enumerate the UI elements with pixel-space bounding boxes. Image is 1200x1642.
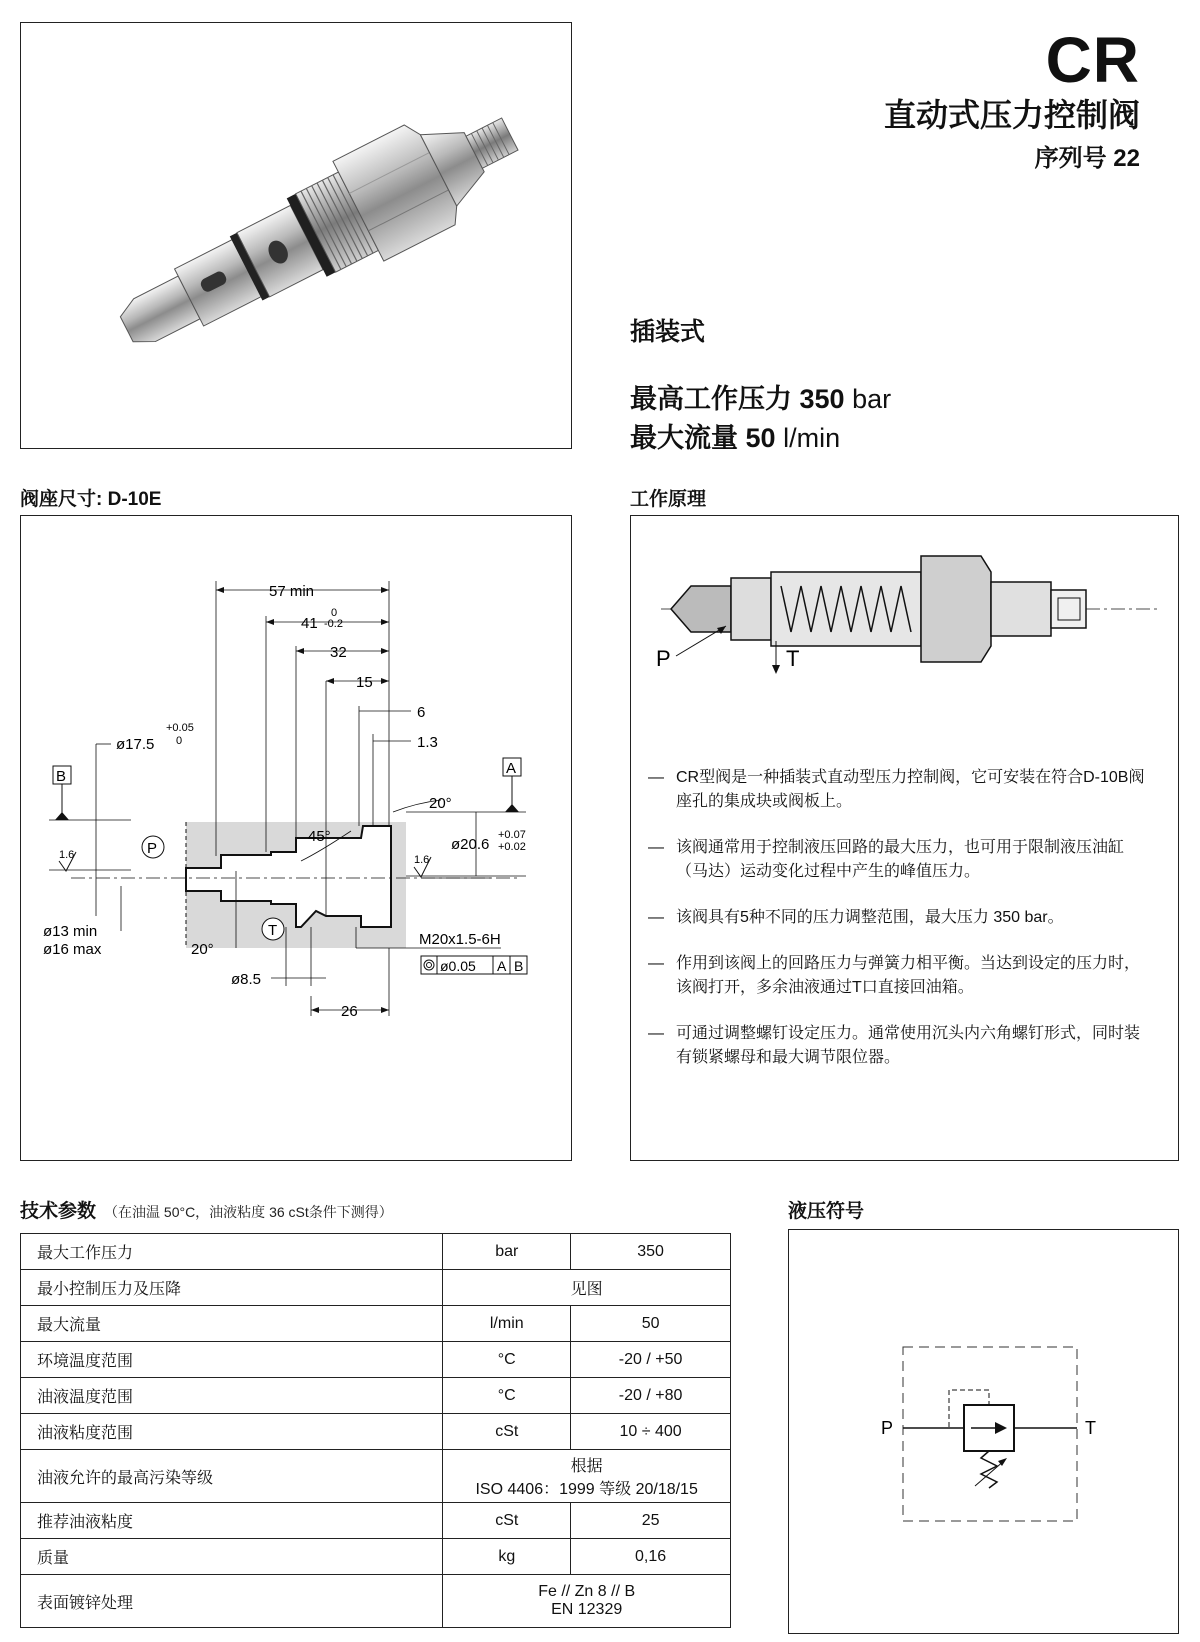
- principle-title: 工作原理: [630, 489, 707, 510]
- principle-bullet: — 该阀通常用于控制液压回路的最大压力，也可用于限制液压油缸（马达）运动变化过程中产生的峰值压力。: [648, 836, 1148, 884]
- spec-value: 50: [571, 1306, 731, 1342]
- thread-spec: M20x1.5-6H: [419, 931, 501, 948]
- spec-name: 最大流量: [21, 1306, 443, 1342]
- max-pressure-unit: bar: [852, 384, 892, 414]
- roughness-1: 1.6: [59, 849, 75, 861]
- port-p-symbol: P: [881, 1418, 894, 1438]
- product-photo: [21, 23, 570, 447]
- dim-dia-16: ø16 max: [43, 941, 102, 958]
- spec-name: 最大工作压力: [21, 1234, 443, 1270]
- specs-subtitle: （在油温 50°C，油液粘度 36 cSt条件下测得）: [104, 1204, 393, 1220]
- spec-name: 油液温度范围: [21, 1378, 443, 1414]
- dim-41: 41: [301, 615, 318, 632]
- table-row: [21, 1575, 731, 1628]
- table-row: [21, 1378, 731, 1414]
- max-pressure-line: [630, 377, 891, 416]
- dim-dia-20-6-lower: +0.02: [498, 841, 526, 853]
- port-p-cavity: P: [147, 840, 158, 857]
- spec-value: [443, 1575, 731, 1628]
- spec-value: 350: [571, 1234, 731, 1270]
- spec-value: -20 / +50: [571, 1342, 731, 1378]
- dim-dia-17-5-upper: +0.05: [166, 722, 194, 734]
- product-title: 直动式压力控制阀: [883, 97, 1140, 133]
- cavity-drawing: [21, 516, 570, 1159]
- spec-name: 油液允许的最高污染等级: [21, 1450, 443, 1503]
- symbol-frame: [788, 1229, 1179, 1634]
- spec-name: 最小控制压力及压降: [21, 1270, 443, 1306]
- table-row: [21, 1414, 731, 1450]
- dim-6: 6: [417, 704, 426, 721]
- spec-value: 25: [571, 1503, 731, 1539]
- dim-dia-13: ø13 min: [43, 923, 98, 940]
- series-value: 22: [1113, 145, 1140, 172]
- dim-41-upper: 0: [331, 607, 338, 619]
- principle-bullet: — CR型阀是一种插装式直动型压力控制阀，它可安装在符合D-10B阀座孔的集成块或阀板上。: [648, 766, 1148, 814]
- port-t-section: T: [786, 646, 800, 671]
- spec-unit: °C: [443, 1342, 571, 1378]
- max-flow-label: 最大流量: [630, 423, 738, 453]
- dim-dia-17-5-lower: 0: [176, 735, 183, 747]
- specs-title: 技术参数: [20, 1201, 97, 1222]
- spec-unit: kg: [443, 1539, 571, 1575]
- principle-bullet: — 该阀具有5种不同的压力调整范围，最大压力 350 bar。: [648, 906, 1148, 930]
- angle-20-bottom: 20°: [191, 941, 214, 958]
- table-row: [21, 1450, 731, 1503]
- cavity-title: 阀座尺寸: D-10E: [20, 489, 162, 510]
- tol-ref-b: B: [514, 958, 524, 974]
- table-row: [21, 1503, 731, 1539]
- table-row: [21, 1539, 731, 1575]
- hydraulic-symbol: [789, 1230, 1177, 1632]
- table-row: [21, 1270, 731, 1306]
- dim-41-lower: -0.2: [324, 618, 343, 630]
- principle-bullet: — 作用到该阀上的回路压力与弹簧力相平衡。当达到设定的压力时，该阀打开，多余油液通过T口直接回油箱。: [648, 952, 1148, 1000]
- dim-1-3: 1.3: [417, 734, 438, 751]
- specs-title-line: [20, 1196, 393, 1223]
- spec-unit: cSt: [443, 1414, 571, 1450]
- table-row: [21, 1342, 731, 1378]
- port-p-section: P: [656, 646, 671, 671]
- spec-value: 0,16: [571, 1539, 731, 1575]
- spec-name: 环境温度范围: [21, 1342, 443, 1378]
- symbol-title: 液压符号: [788, 1201, 865, 1222]
- ref-a: A: [506, 760, 517, 777]
- spec-value: -20 / +80: [571, 1378, 731, 1414]
- tol-ref-a: A: [497, 958, 507, 974]
- dim-57: 57 min: [269, 583, 315, 600]
- spec-value: [443, 1450, 731, 1503]
- max-pressure-value: 350: [799, 384, 845, 414]
- spec-value-line2: ISO 4406：1999 等级 20/18/15: [475, 1481, 698, 1498]
- spec-unit: cSt: [443, 1503, 571, 1539]
- spec-unit: °C: [443, 1378, 571, 1414]
- angle-20-top: 20°: [429, 795, 452, 812]
- max-flow-unit: l/min: [783, 423, 841, 453]
- max-pressure-label: 最高工作压力: [630, 384, 792, 414]
- dim-15: 15: [356, 674, 373, 691]
- dim-32: 32: [330, 644, 347, 661]
- spec-unit: l/min: [443, 1306, 571, 1342]
- spec-name: 油液粘度范围: [21, 1414, 443, 1450]
- dim-dia-20-6: ø20.6: [451, 836, 490, 853]
- spec-name: 质量: [21, 1539, 443, 1575]
- max-flow-line: [630, 416, 840, 455]
- dim-dia-20-6-upper: +0.07: [498, 829, 526, 841]
- spec-unit: bar: [443, 1234, 571, 1270]
- cavity-drawing-frame: [20, 515, 572, 1161]
- dim-26: 26: [341, 1003, 358, 1020]
- spec-value: 10 ÷ 400: [571, 1414, 731, 1450]
- principle-bullet: — 可通过调整螺钉设定压力。通常使用沉头内六角螺钉形式，同时装有锁紧螺母和最大调节限位器。: [648, 1022, 1148, 1070]
- mounting-type: 插装式: [630, 318, 706, 346]
- spec-value: 见图: [443, 1270, 731, 1306]
- max-flow-value: 50: [745, 423, 776, 453]
- spec-value-line2: EN 12329: [551, 1601, 623, 1618]
- table-row: [21, 1306, 731, 1342]
- angle-45: 45°: [308, 828, 331, 845]
- table-row: [21, 1234, 731, 1270]
- principle-bullets: [648, 766, 1148, 1092]
- port-t-cavity: T: [268, 922, 278, 939]
- port-t-symbol: T: [1085, 1418, 1096, 1438]
- dim-dia-8-5: ø8.5: [231, 971, 262, 988]
- ref-b: B: [56, 768, 67, 785]
- spec-name: 表面镀锌处理: [21, 1575, 443, 1628]
- spec-value-line1: Fe // Zn 8 // B: [538, 1583, 636, 1600]
- product-code: CR: [1045, 24, 1140, 96]
- product-photo-frame: [20, 22, 572, 449]
- valve-section-drawing: [631, 516, 1177, 686]
- roughness-2: 1.6: [414, 854, 430, 866]
- dim-dia-17-5: ø17.5: [116, 736, 155, 753]
- series-number: [1035, 138, 1140, 173]
- position-tolerance: ø0.05: [440, 958, 476, 974]
- spec-name: 推荐油液粘度: [21, 1503, 443, 1539]
- spec-value-line1: 根据: [570, 1458, 603, 1475]
- series-label: 序列号: [1034, 145, 1107, 172]
- spec-table: [20, 1233, 731, 1628]
